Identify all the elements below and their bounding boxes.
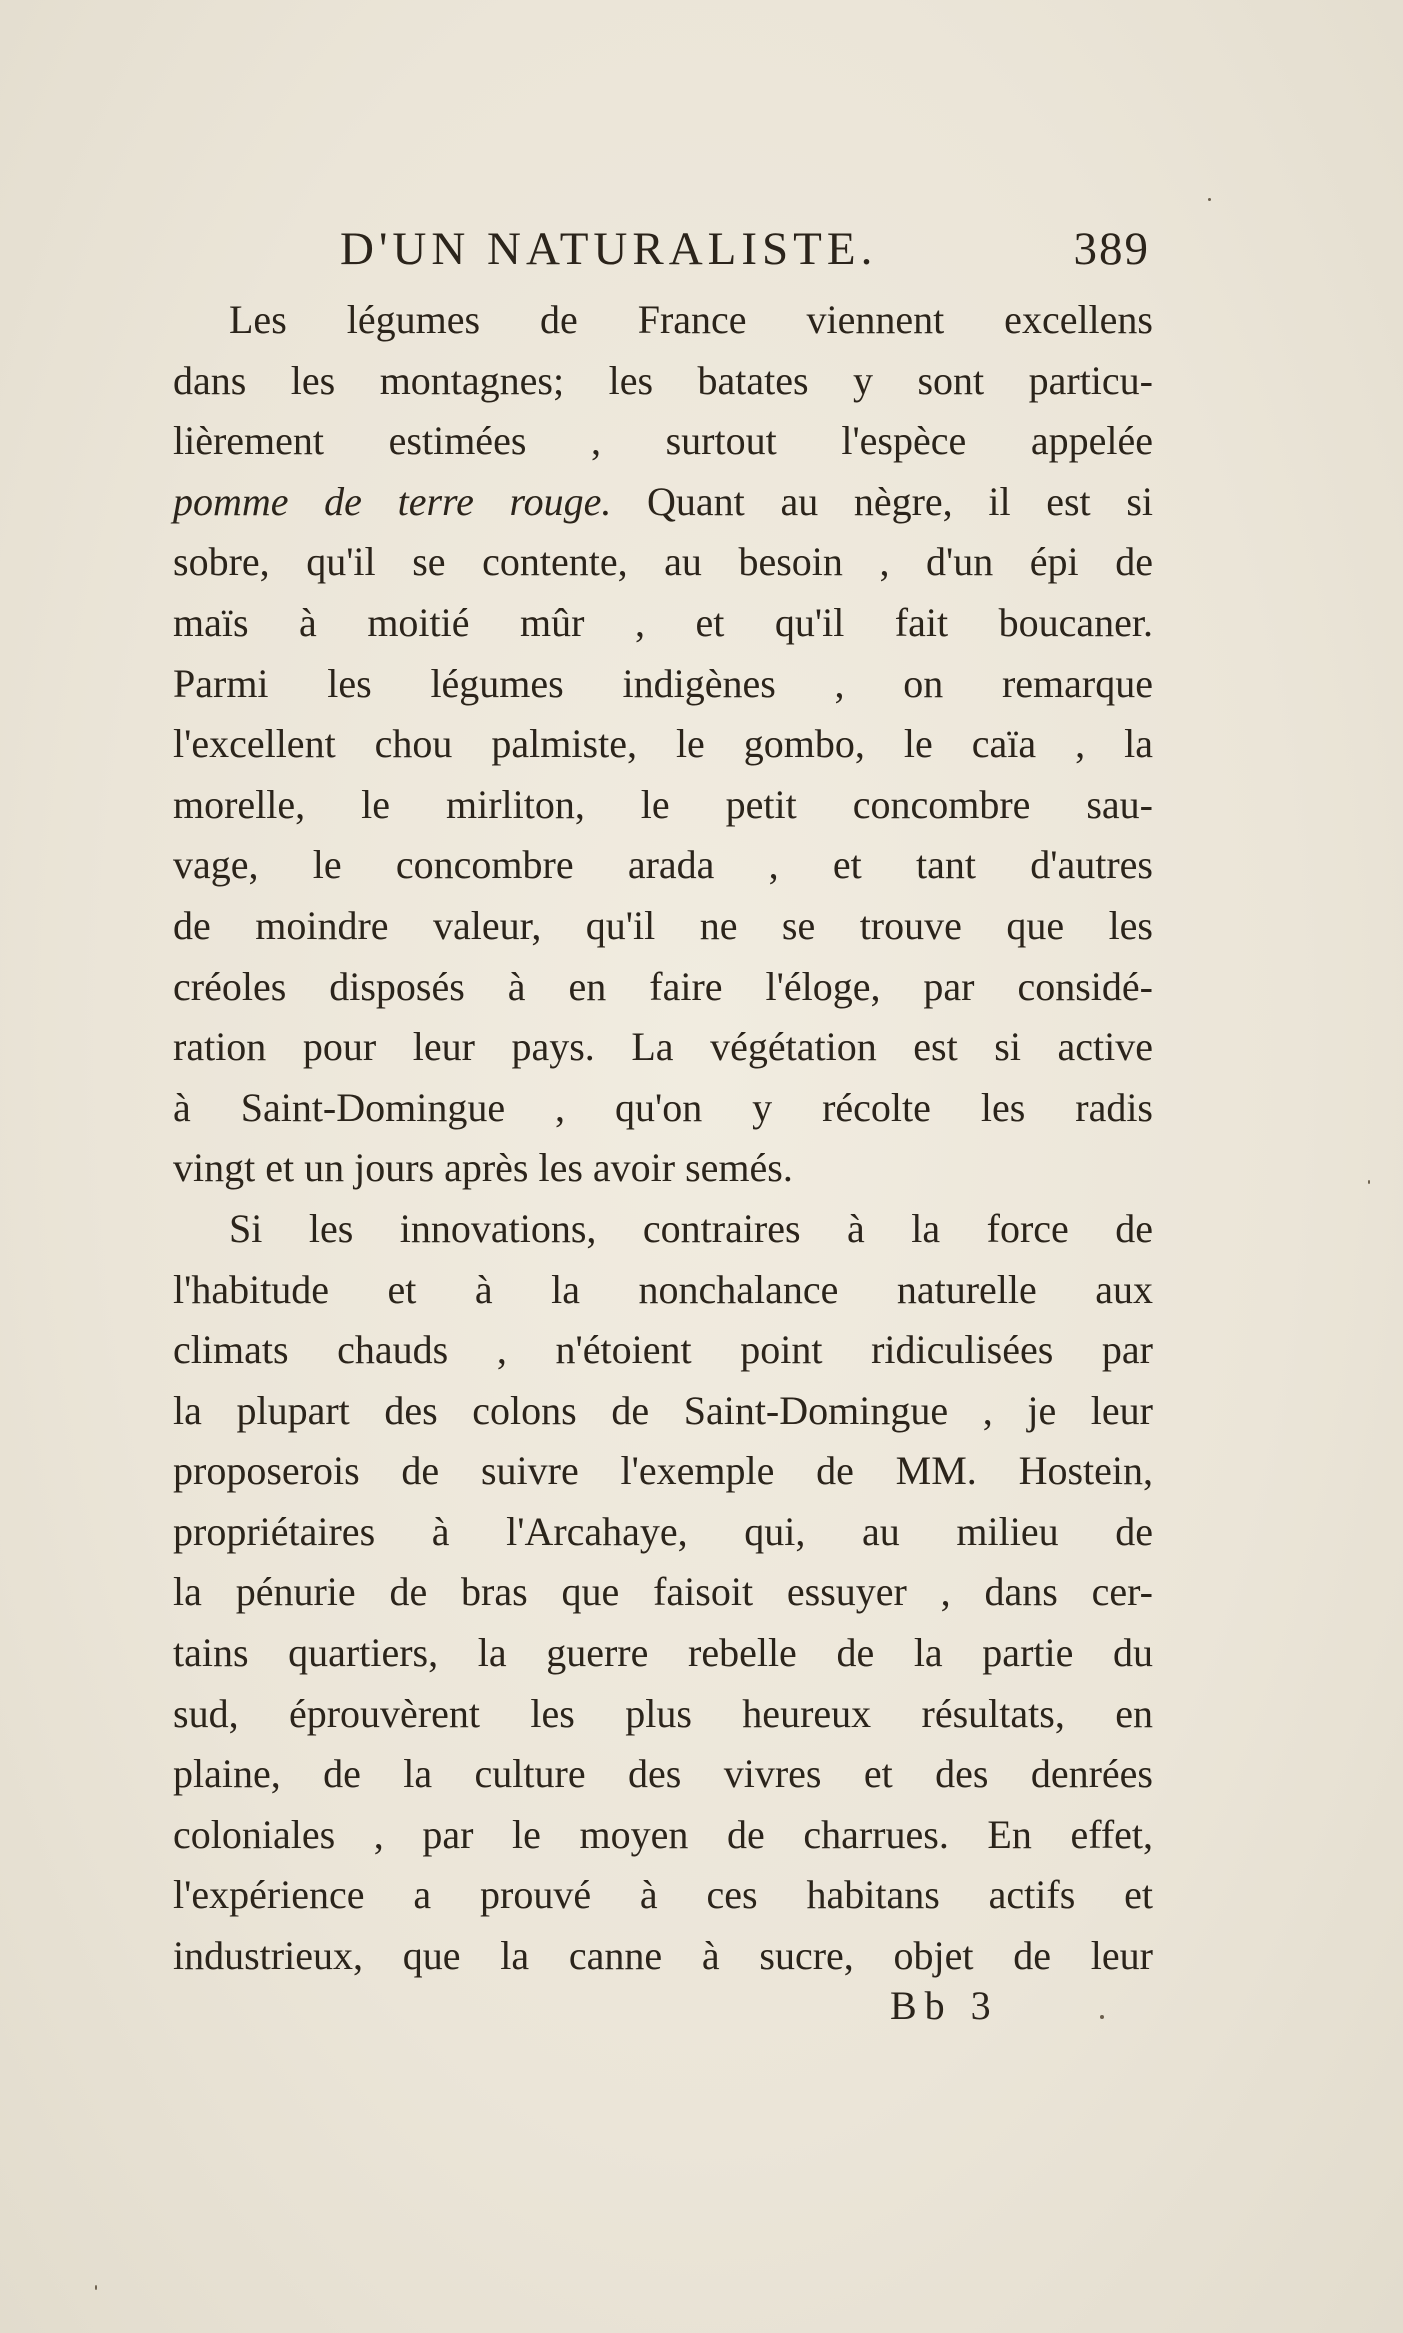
line-text: l'excellent chou palmiste, le gombo, le caïa , la: [173, 721, 1153, 767]
text-line: [173, 1926, 1153, 1987]
text-line: [173, 714, 1153, 775]
line-text: l'habitude et à la nonchalance naturelle aux: [173, 1266, 1153, 1312]
line-text: climats chauds , n'étoient point ridiculisées par: [173, 1327, 1153, 1373]
italic-phrase: pomme de terre rouge.: [173, 478, 612, 524]
line-text: sud, éprouvèrent les plus heureux résultats, en: [173, 1690, 1153, 1736]
line-text: Quant au nègre, il est si: [611, 478, 1153, 524]
line-text: industrieux, que la canne à sucre, objet de leur: [173, 1933, 1153, 1979]
text-line: [173, 1805, 1153, 1866]
text-line: [173, 1320, 1153, 1381]
line-text: lièrement estimées , surtout l'espèce appelée: [173, 418, 1153, 464]
text-line: [173, 290, 1153, 351]
text-line: [173, 1744, 1153, 1805]
line-text: l'expérience a prouvé à ces habitans actifs et: [173, 1872, 1153, 1918]
paper-speck: [95, 2285, 97, 2290]
line-text: maïs à moitié mûr , et qu'il fait boucaner.: [173, 599, 1153, 645]
line-text: la pénurie de bras que faisoit essuyer , dans cer-: [173, 1569, 1153, 1615]
line-text: Parmi les légumes indigènes , on remarque: [173, 660, 1153, 706]
line-text: dans les montagnes; les batates y sont particu-: [173, 357, 1153, 403]
text-line: [173, 1381, 1153, 1442]
page-number: 389: [1073, 223, 1150, 275]
text-line: [173, 351, 1153, 412]
text-line: [173, 1623, 1153, 1684]
running-head: D'UN NATURALISTE.: [340, 223, 878, 275]
line-text: coloniales , par le moyen de charrues. En effet,: [173, 1811, 1153, 1857]
line-text: plaine, de la culture des vivres et des denrées: [173, 1751, 1153, 1797]
text-line: [173, 1865, 1153, 1926]
line-text: créoles disposés à en faire l'éloge, par considé-: [173, 963, 1153, 1009]
line-text: vingt et un jours après les avoir semés.: [173, 1145, 793, 1191]
line-text: la plupart des colons de Saint-Domingue , je leur: [173, 1387, 1153, 1433]
text-line: [173, 1260, 1153, 1321]
printer-signature-mark: Bb 3: [890, 1983, 999, 2028]
text-line: [173, 1441, 1153, 1502]
line-text: vage, le concombre arada , et tant d'autres: [173, 842, 1153, 888]
text-line: [173, 1138, 1153, 1199]
line-text: proposerois de suivre l'exemple de MM. Hostein,: [173, 1448, 1153, 1494]
text-line: [173, 835, 1153, 896]
text-line: [173, 775, 1153, 836]
line-text: Si les innovations, contraires à la force de: [229, 1205, 1153, 1251]
text-line: [173, 532, 1153, 593]
paper-speck: [1368, 1180, 1370, 1184]
line-text: morelle, le mirliton, le petit concombre sau-: [173, 781, 1153, 827]
paper-speck: [1100, 2015, 1104, 2019]
text-line: [173, 1684, 1153, 1745]
text-line: [173, 1017, 1153, 1078]
paper-speck: [1208, 198, 1211, 201]
line-text: sobre, qu'il se contente, au besoin , d'un épi de: [173, 539, 1153, 585]
line-text: propriétaires à l'Arcahaye, qui, au milieu de: [173, 1508, 1153, 1554]
body-text: [173, 290, 1153, 1987]
line-text: tains quartiers, la guerre rebelle de la partie du: [173, 1630, 1153, 1676]
text-line: [173, 654, 1153, 715]
text-line: [173, 472, 1153, 533]
line-text: à Saint-Domingue , qu'on y récolte les radis: [173, 1084, 1153, 1130]
page-header: [340, 214, 1150, 284]
line-text: de moindre valeur, qu'il ne se trouve que les: [173, 902, 1153, 948]
text-line: [173, 1502, 1153, 1563]
text-line: [173, 957, 1153, 1018]
text-line: [173, 1562, 1153, 1623]
line-text: ration pour leur pays. La végétation est si active: [173, 1024, 1153, 1070]
text-line: [173, 1199, 1153, 1260]
line-text: Les légumes de France viennent excellens: [229, 297, 1153, 342]
text-line: [173, 1078, 1153, 1139]
text-line: [173, 411, 1153, 472]
text-line: [173, 593, 1153, 654]
text-line: [173, 896, 1153, 957]
